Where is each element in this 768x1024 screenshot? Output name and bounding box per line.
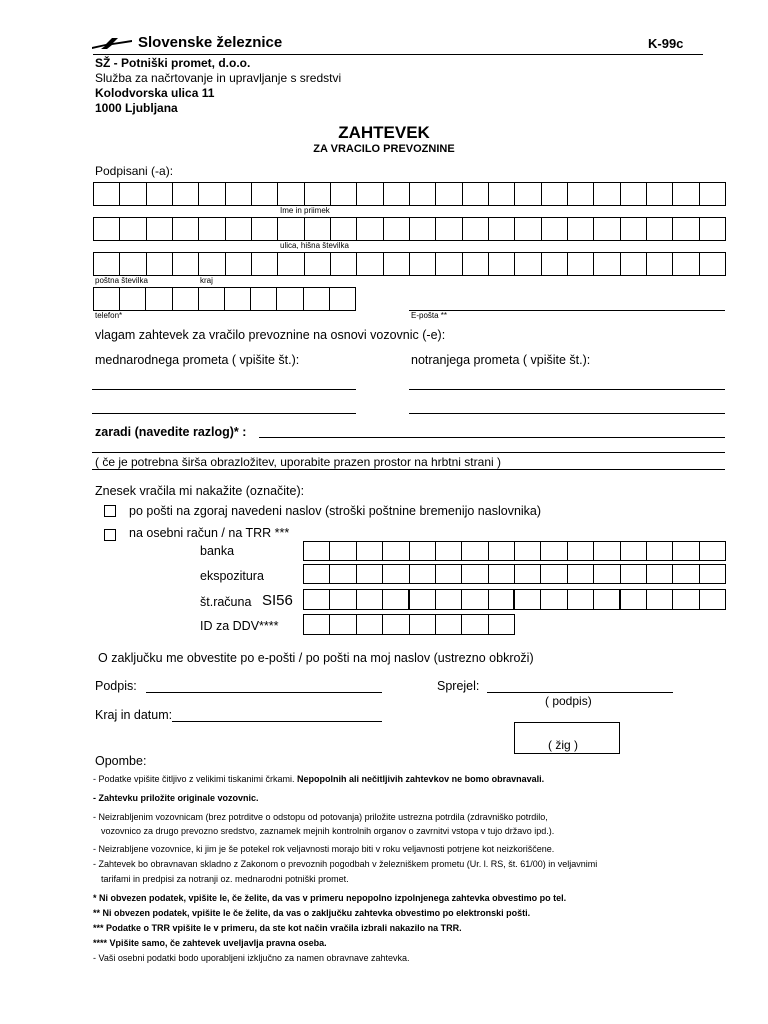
char-box[interactable] <box>304 614 330 635</box>
char-box[interactable] <box>541 564 567 584</box>
char-box[interactable] <box>515 252 541 276</box>
post-option-checkbox[interactable] <box>104 505 116 517</box>
received-label: Sprejel: <box>437 679 480 693</box>
char-box[interactable] <box>489 182 515 206</box>
reason-label: zaradi (navedite razlog)* : <box>95 425 247 439</box>
char-box[interactable] <box>489 252 515 276</box>
char-box[interactable] <box>647 541 673 561</box>
char-box[interactable] <box>700 182 726 206</box>
char-box[interactable] <box>489 217 515 241</box>
note-2: - Zahtevku priložite originale vozovnic. <box>93 793 259 803</box>
char-box[interactable] <box>410 541 436 561</box>
char-box[interactable] <box>568 182 594 206</box>
char-box[interactable] <box>515 589 541 610</box>
name-grid[interactable] <box>93 182 726 206</box>
char-box[interactable] <box>568 541 594 561</box>
postal-caption: poštna številka <box>95 276 148 285</box>
char-box[interactable] <box>673 217 699 241</box>
reason-bottom-rule <box>92 469 725 470</box>
char-box[interactable] <box>120 252 146 276</box>
char-box[interactable] <box>357 182 383 206</box>
char-box[interactable] <box>462 541 488 561</box>
char-box[interactable] <box>463 217 489 241</box>
form-code: K-99c <box>648 36 684 51</box>
note-3a: - Neizrabljenim vozovnicam (brez potrditve o odstopu od potovanja) priložite ustrezna potrdila (zdravniško potrdilo, <box>93 812 548 822</box>
signed-label: Podpisani (-a): <box>95 164 174 178</box>
char-box[interactable] <box>383 614 409 635</box>
address-line-2: Služba za načrtovanje in upravljanje s sredstvi <box>95 71 342 85</box>
char-box[interactable] <box>330 541 356 561</box>
char-box[interactable] <box>647 182 673 206</box>
char-box[interactable] <box>647 589 673 610</box>
branch-label: ekspozitura <box>200 569 264 583</box>
char-box[interactable] <box>673 182 699 206</box>
footnote-1: * Ni obvezen podatek, vpišite le, če želite, da vas v primeru nepopolno izpolnjenega zahtevka obvestimo po tel. <box>93 893 567 903</box>
char-box[interactable] <box>410 614 436 635</box>
stamp-caption: ( žig ) <box>548 738 578 752</box>
char-box[interactable] <box>252 182 278 206</box>
char-box[interactable] <box>383 541 409 561</box>
char-box[interactable] <box>673 252 699 276</box>
footnote-5: - Vaši osebni podatki bodo uporabljeni izključno za namen obravnave zahtevka. <box>93 953 410 963</box>
footnote-3: *** Podatke o TRR vpišite le v primeru, da ste kot način vračila izbrali nakazilo na TRR. <box>93 923 462 933</box>
char-box[interactable] <box>700 589 726 610</box>
char-box[interactable] <box>462 564 488 584</box>
footnote-4 <box>93 937 327 949</box>
char-box[interactable] <box>594 217 620 241</box>
char-box[interactable] <box>700 541 726 561</box>
char-box[interactable] <box>330 614 356 635</box>
phone-caption: telefon* <box>95 311 123 320</box>
char-box[interactable] <box>436 541 462 561</box>
char-box[interactable] <box>225 287 251 311</box>
char-box[interactable] <box>251 287 277 311</box>
char-box[interactable] <box>621 182 647 206</box>
char-box[interactable] <box>120 287 146 311</box>
char-box[interactable] <box>568 564 594 584</box>
char-box[interactable] <box>410 182 436 206</box>
char-box[interactable] <box>278 252 304 276</box>
char-box[interactable] <box>621 217 647 241</box>
char-box[interactable] <box>357 589 383 610</box>
account-grid[interactable] <box>303 589 726 610</box>
vat-grid[interactable] <box>303 614 515 635</box>
char-box[interactable] <box>410 217 436 241</box>
notify-text: O zaključku me obvestite po e-pošti / po pošti na moj naslov (ustrezno obkroži) <box>98 651 534 665</box>
signature-label: Podpis: <box>95 679 137 693</box>
char-box[interactable] <box>647 252 673 276</box>
char-box[interactable] <box>226 252 252 276</box>
char-box[interactable] <box>436 564 462 584</box>
international-label: mednarodnega prometa ( vpišite št.): <box>95 353 300 367</box>
char-box[interactable] <box>226 182 252 206</box>
footnote-4-text: pišite samo, če zahtevek uveljavlja pravna oseba. <box>115 938 327 948</box>
char-box[interactable] <box>199 182 225 206</box>
char-box[interactable] <box>700 564 726 584</box>
char-box[interactable] <box>357 564 383 584</box>
char-box[interactable] <box>436 182 462 206</box>
char-box[interactable] <box>199 217 225 241</box>
char-box[interactable] <box>94 182 120 206</box>
char-box[interactable] <box>541 541 567 561</box>
street-grid[interactable] <box>93 217 726 241</box>
char-box[interactable] <box>383 589 409 610</box>
char-box[interactable] <box>304 541 330 561</box>
char-box[interactable] <box>383 564 409 584</box>
char-box[interactable] <box>305 182 331 206</box>
char-box[interactable] <box>384 217 410 241</box>
char-box[interactable] <box>542 217 568 241</box>
note-5b: tarifami in predpisi za notranji oz. mednarodni potniški promet. <box>101 874 349 884</box>
char-box[interactable] <box>621 252 647 276</box>
account-prefix: SI56 <box>262 592 293 609</box>
char-box[interactable] <box>462 589 488 610</box>
char-box[interactable] <box>146 287 172 311</box>
char-box[interactable] <box>594 589 620 610</box>
account-option-label: na osebni račun / na TRR *** <box>129 526 290 540</box>
domestic-ticket-line-2[interactable] <box>409 413 725 414</box>
char-box[interactable] <box>515 541 541 561</box>
phone-grid[interactable] <box>93 287 356 311</box>
char-box[interactable] <box>199 252 225 276</box>
char-box[interactable] <box>304 287 330 311</box>
received-field[interactable] <box>487 692 673 693</box>
request-intro: vlagam zahtevek za vračilo prevoznine na osnovi vozovnic (-e): <box>95 328 446 342</box>
account-option-checkbox[interactable] <box>104 529 116 541</box>
char-box[interactable] <box>594 182 620 206</box>
char-box[interactable] <box>515 564 541 584</box>
char-box[interactable] <box>357 541 383 561</box>
char-box[interactable] <box>436 614 462 635</box>
char-box[interactable] <box>120 182 146 206</box>
note-1-bold: Nepopolnih ali nečitljivih zahtevkov ne bomo obravnavali. <box>297 774 545 784</box>
char-box[interactable] <box>647 217 673 241</box>
char-box[interactable] <box>463 252 489 276</box>
footnote-4-stars: **** V <box>93 938 116 948</box>
char-box[interactable] <box>331 217 357 241</box>
char-box[interactable] <box>542 252 568 276</box>
char-box[interactable] <box>330 589 356 610</box>
char-box[interactable] <box>384 182 410 206</box>
char-box[interactable] <box>489 564 515 584</box>
note-3b: vozovnico za drugo prevozno sredstvo, zaznamek mejnih kontrolnih organov o zavrnitvi vstopa v tujo državo ipd.). <box>101 826 555 836</box>
char-box[interactable] <box>304 589 330 610</box>
form-subtitle: ZA VRACILO PREVOZNINE <box>313 143 455 155</box>
char-box[interactable] <box>436 217 462 241</box>
char-box[interactable] <box>199 287 225 311</box>
char-box[interactable] <box>700 217 726 241</box>
place-date-field[interactable] <box>172 721 382 722</box>
char-box[interactable] <box>515 217 541 241</box>
char-box[interactable] <box>357 217 383 241</box>
char-box[interactable] <box>252 217 278 241</box>
char-box[interactable] <box>436 252 462 276</box>
note-1 <box>93 773 544 785</box>
char-box[interactable] <box>621 541 647 561</box>
char-box[interactable] <box>542 182 568 206</box>
char-box[interactable] <box>226 217 252 241</box>
char-box[interactable] <box>173 252 199 276</box>
note-4: - Neizrabljene vozovnice, ki jim je še potekel rok veljavnosti morajo biti v roku veljavnosti potrjene kot neizkoriščene. <box>93 844 555 854</box>
post-option-label: po pošti na zgoraj navedeni naslov (stroški poštnine bremenijo naslovnika) <box>129 504 542 518</box>
company-logo <box>92 36 132 50</box>
char-box[interactable] <box>594 564 620 584</box>
char-box[interactable] <box>173 217 199 241</box>
char-box[interactable] <box>594 541 620 561</box>
international-ticket-line-1[interactable] <box>92 389 356 390</box>
street-caption: ulica, hišna številka <box>280 241 349 250</box>
note-5a: - Zahtevek bo obravnavan skladno z Zakonom o prevoznih pogodbah v železniškem prometu (Ur. l. RS, št. 61/00) in veljavnimi <box>93 859 598 869</box>
notes-title: Opombe: <box>95 754 147 768</box>
char-box[interactable] <box>384 252 410 276</box>
char-box[interactable] <box>541 589 567 610</box>
char-box[interactable] <box>489 614 515 635</box>
char-box[interactable] <box>147 182 173 206</box>
bank-label: banka <box>200 544 235 558</box>
char-box[interactable] <box>621 589 647 610</box>
char-box[interactable] <box>462 614 488 635</box>
vat-label: ID za DDV**** <box>200 619 279 633</box>
form-title: ZAHTEVEK <box>338 123 430 142</box>
char-box[interactable] <box>568 217 594 241</box>
char-box[interactable] <box>673 589 699 610</box>
char-box[interactable] <box>330 564 356 584</box>
char-box[interactable] <box>331 252 357 276</box>
char-box[interactable] <box>173 287 199 311</box>
char-box[interactable] <box>94 287 120 311</box>
char-box[interactable] <box>410 252 436 276</box>
bank-grid[interactable] <box>303 541 726 561</box>
email-caption: E-pošta ** <box>411 311 448 320</box>
address-line-3: Kolodvorska ulica 11 <box>95 86 215 100</box>
char-box[interactable] <box>277 287 303 311</box>
char-box[interactable] <box>594 252 620 276</box>
international-ticket-line-2[interactable] <box>92 413 356 414</box>
char-box[interactable] <box>173 182 199 206</box>
postal-city-grid[interactable] <box>93 252 726 276</box>
account-label: št.računa <box>200 595 252 609</box>
char-box[interactable] <box>673 541 699 561</box>
signature-caption: ( podpis) <box>545 694 592 708</box>
char-box[interactable] <box>94 252 120 276</box>
char-box[interactable] <box>304 564 330 584</box>
char-box[interactable] <box>515 182 541 206</box>
char-box[interactable] <box>410 589 436 610</box>
address-line-1: SŽ - Potniški promet, d.o.o. <box>95 56 251 70</box>
signature-field[interactable] <box>146 692 382 693</box>
char-box[interactable] <box>147 217 173 241</box>
char-box[interactable] <box>278 217 304 241</box>
char-box[interactable] <box>94 217 120 241</box>
char-box[interactable] <box>647 564 673 584</box>
char-box[interactable] <box>436 589 462 610</box>
char-box[interactable] <box>305 217 331 241</box>
address-line-4: 1000 Ljubljana <box>95 101 178 115</box>
char-box[interactable] <box>331 182 357 206</box>
char-box[interactable] <box>463 182 489 206</box>
char-box[interactable] <box>357 252 383 276</box>
branch-grid[interactable] <box>303 564 726 584</box>
char-box[interactable] <box>700 252 726 276</box>
company-name: Slovenske železnice <box>138 34 283 51</box>
char-box[interactable] <box>252 252 278 276</box>
char-box[interactable] <box>147 252 173 276</box>
char-box[interactable] <box>489 541 515 561</box>
char-box[interactable] <box>621 564 647 584</box>
place-date-label: Kraj in datum: <box>95 708 173 722</box>
reason-top-rule <box>92 452 725 453</box>
char-box[interactable] <box>568 589 594 610</box>
reason-note: ( če je potrebna širša obrazložitev, uporabite prazen prostor na hrbtni strani ) <box>95 455 501 469</box>
char-box[interactable] <box>305 252 331 276</box>
footnote-2: ** Ni obvezen podatek, vpišite le če želite, da vas o zaključku zahtevka obvestimo po elektronski pošti. <box>93 908 531 918</box>
city-caption: kraj <box>200 276 213 285</box>
name-caption: Ime in priimek <box>280 206 330 215</box>
char-box[interactable] <box>673 564 699 584</box>
char-box[interactable] <box>568 252 594 276</box>
char-box[interactable] <box>278 182 304 206</box>
note-1-text: - Podatke vpišite čitljivo z velikimi tiskanimi črkami. <box>93 774 298 784</box>
char-box[interactable] <box>410 564 436 584</box>
email-field[interactable] <box>409 310 725 311</box>
reason-field[interactable] <box>259 437 725 438</box>
char-box[interactable] <box>330 287 356 311</box>
payment-intro: Znesek vračila mi nakažite (označite): <box>95 484 305 498</box>
char-box[interactable] <box>489 589 515 610</box>
header-divider <box>93 54 703 55</box>
domestic-ticket-line-1[interactable] <box>409 389 725 390</box>
char-box[interactable] <box>120 217 146 241</box>
domestic-label: notranjega prometa ( vpišite št.): <box>411 353 591 367</box>
char-box[interactable] <box>357 614 383 635</box>
